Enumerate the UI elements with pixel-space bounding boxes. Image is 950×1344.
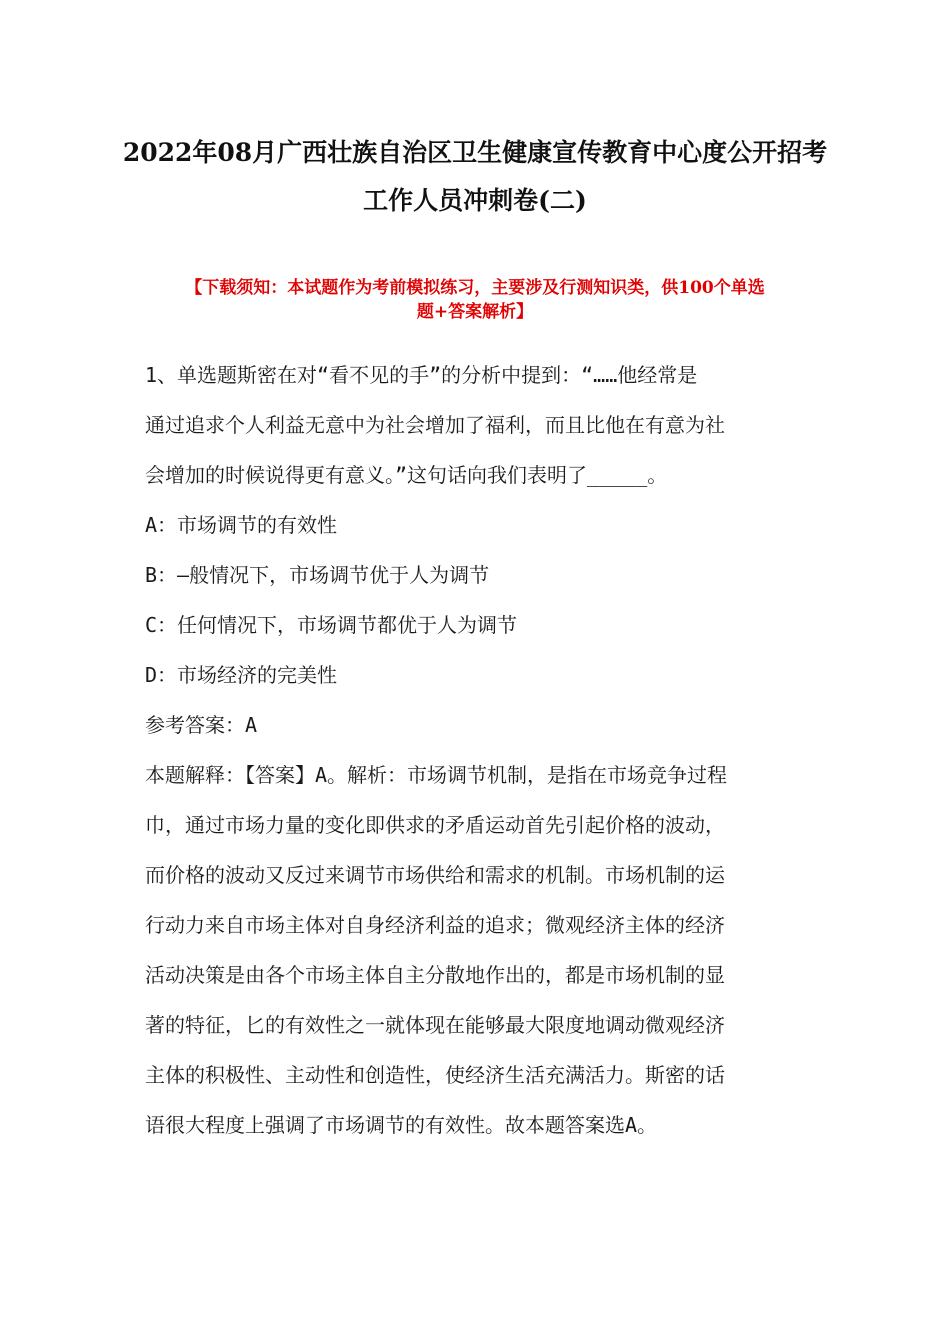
option-d: D：市场经济的完美性: [145, 663, 338, 687]
option-c: C：任何情况下，市场调节都优于人为调节: [145, 613, 518, 637]
question-stem-line-1: 1、单选题斯密在对“看不见的手”的分析中提到：“……他经常是: [145, 363, 698, 387]
document-title-line-2: 工作人员冲刺卷(二): [363, 186, 587, 215]
explanation-line-2: 巾，通过市场力量的变化即供求的矛盾运动首先引起价格的波动，: [145, 813, 725, 837]
option-a: A：市场调节的有效性: [145, 513, 338, 537]
explanation-line-7: 主体的积极性、主动性和创造性，使经济生活充满活力。斯密的话: [145, 1063, 725, 1087]
option-b: B：—般情况下，市场调节优于人为调节: [145, 563, 490, 587]
explanation-line-4: 行动力来自市场主体对自身经济利益的追求；微观经济主体的经济: [145, 913, 725, 937]
document-title-line-1: 2022年08月广西壮族自治区卫生健康宣传教育中心度公开招考: [122, 138, 828, 167]
download-notice-line-1: 【下载须知：本试题作为考前模拟练习，主要涉及行测知识类，供100个单选: [185, 278, 765, 298]
explanation-line-8: 语很大程度上强调了市场调节的有效性。故本题答案选A。: [145, 1113, 658, 1137]
explanation-line-1: 本题解释：【答案】A。解析：市场调节机制，是指在市场竞争过程: [145, 763, 728, 787]
download-notice-line-2: 题+答案解析】: [416, 302, 534, 322]
explanation-line-3: 而价格的波动又反过来调节市场供给和需求的机制。市场机制的运: [145, 863, 725, 887]
question-stem-line-2: 通过追求个人利益无意中为社会增加了福利，而且比他在有意为社: [145, 413, 725, 437]
question-stem-line-3: 会增加的时候说得更有意义。”这句话向我们表明了_____。: [145, 463, 668, 487]
explanation-line-6: 著的特征，匕的有效性之一就体现在能够最大限度地调动微观经济: [145, 1013, 725, 1037]
reference-answer: 参考答案：A: [145, 713, 258, 737]
explanation-line-5: 活动决策是由各个市场主体自主分散地作出的，都是市场机制的显: [145, 963, 725, 987]
